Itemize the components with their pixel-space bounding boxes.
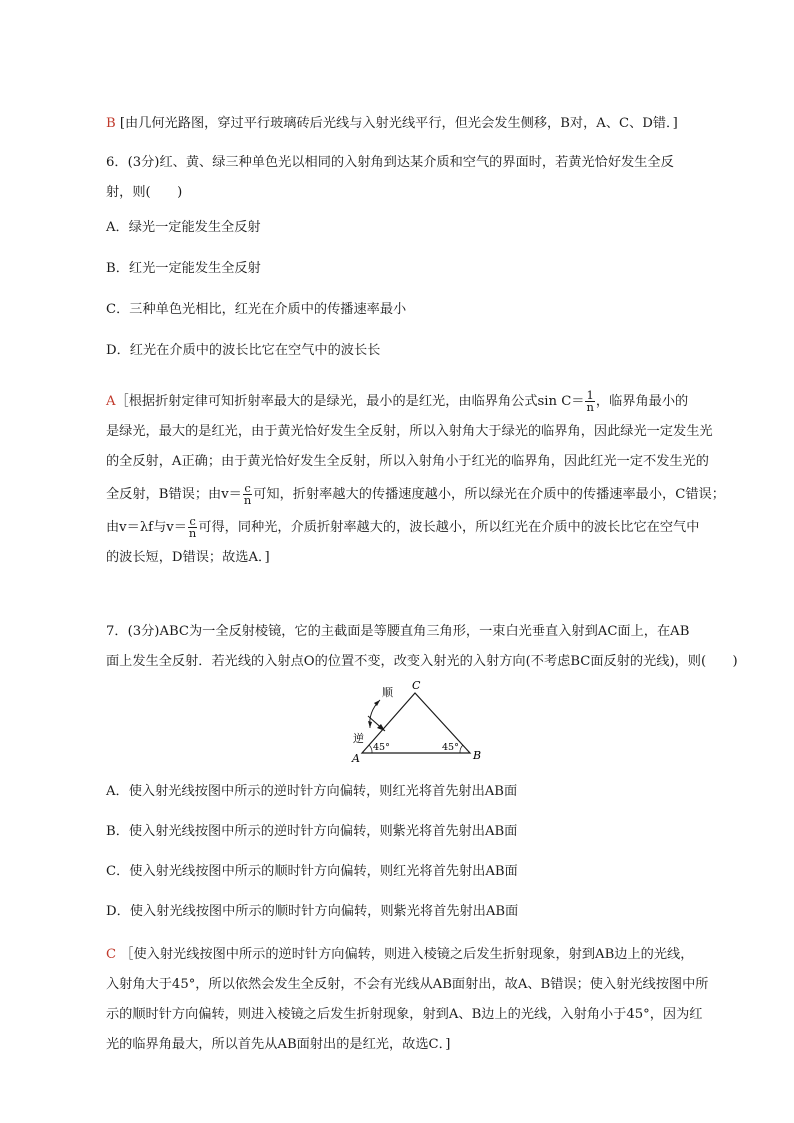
q6-formula-fraction-3: $\frac{c}{n}$ — [188, 514, 197, 540]
q6-exp-line2: 是绿光，最大的是红光，由于黄光恰好发生全反射，所以入射角大于绿光的临界角，因此绿光一定发生光 — [106, 424, 713, 439]
q6-exp-line4-pre: 全反射，B错误；由v＝ — [106, 487, 242, 502]
label-C: C — [412, 679, 421, 692]
angle-label-B: 45° — [442, 742, 459, 753]
q7-exp-line1: ［使入射光线按图中所示的逆时针方向偏转，则进入棱镜之后发生折射现象，射到AB边上的光线， — [120, 947, 694, 962]
q5-answer-block — [106, 109, 720, 139]
q7-answer-block — [106, 940, 720, 1060]
q6-option-a: A．绿光一定能发生全反射 — [106, 220, 261, 235]
q6-formula-fraction-1: $\frac{1}{n}$ — [586, 388, 594, 414]
q7-exp-line2: 入射角大于45°，所以依然会发生全反射，不会有光线从AB面射出，故A、B错误；使入射光线按图中所 — [106, 977, 709, 992]
q6-exp-line5-post: 可得，同种光，介质折射率越大的，波长越小，所以红光在介质中的波长比它在空气中 — [198, 520, 700, 535]
q7-stem-line2: 面上发生全反射．若光线的入射点O的位置不变，改变入射光的入射方向(不考虑BC面反射的光线)，则( ) — [106, 654, 738, 669]
q7-option-d: D．使入射光线按图中所示的顺时针方向偏转，则紫光将首先射出AB面 — [106, 904, 519, 919]
q6-exp-line1-post: ，临界角最小的 — [595, 394, 689, 409]
q6-stem — [106, 148, 720, 208]
q6-answer-letter: A — [106, 394, 116, 409]
q7-exp-line4: 光的临界角最大，所以首先从AB面射出的是红光，故选C．] — [106, 1037, 451, 1052]
q5-explanation: [由几何光路图，穿过平行玻璃砖后光线与入射光线平行，但光会发生侧移，B对，A、C、D错．] — [119, 116, 678, 131]
label-B: B — [473, 749, 482, 762]
q6-exp-line3: 的全反射，A正确；由于黄光恰好发生全反射，所以入射角小于红光的临界角，因此红光一定不发生光的 — [106, 454, 709, 469]
label-shun: 顺 — [382, 686, 393, 699]
q6-exp-line1-pre: ［根据折射定律可知折射率最大的是绿光，最小的是红光，由临界角公式sin C＝ — [115, 394, 585, 409]
q6-option-d: D．红光在介质中的波长比它在空气中的波长长 — [106, 343, 381, 358]
q7-option-c: C．使入射光线按图中所示的顺时针方向偏转，则红光将首先射出AB面 — [106, 864, 518, 879]
rotation-arc-arrow-bottom — [368, 721, 372, 728]
prism-figure — [340, 678, 500, 764]
q7-answer-letter: C — [106, 947, 117, 962]
angle-arc-B — [460, 745, 463, 753]
q7-option-b: B．使入射光线按图中所示的逆时针方向偏转，则紫光将首先射出AB面 — [106, 824, 518, 839]
rotation-arc-arrow-top — [374, 700, 380, 706]
q6-answer-block — [106, 387, 725, 573]
q5-answer-letter: B — [106, 116, 116, 131]
q7-option-a: A．使入射光线按图中所示的逆时针方向偏转，则红光将首先射出AB面 — [106, 784, 518, 799]
label-ni: 逆 — [353, 732, 364, 745]
q7-stem — [106, 617, 738, 677]
q7-stem-line1: 7．(3分)ABC为一全反射棱镜，它的主截面是等腰直角三角形，一束白光垂直入射到AC面上，在AB — [106, 624, 690, 639]
label-A: A — [352, 752, 360, 764]
q6-exp-line6: 的波长短，D错误；故选A．] — [106, 550, 270, 565]
angle-arc-A — [369, 745, 372, 753]
q6-exp-line5-pre: 由v＝λf与v＝ — [106, 520, 187, 535]
q6-stem-line1: 6．(3分)红、黄、绿三种单色光以相同的入射角到达某介质和空气的界面时，若黄光恰好发生全反 — [106, 155, 674, 170]
q6-exp-line4-post: 可知，折射率越大的传播速度越小，所以绿光在介质中的传播速率最小，C错误； — [253, 487, 725, 502]
q6-stem-line2: 射，则( ) — [106, 185, 183, 200]
q6-formula-fraction-2: $\frac{c}{n}$ — [243, 481, 252, 507]
q6-option-b: B．红光一定能发生全反射 — [106, 261, 261, 276]
q6-option-c: C．三种单色光相比，红光在介质中的传播速率最小 — [106, 302, 407, 317]
q7-exp-line3: 示的顺时针方向偏转，则进入棱镜之后发生折射现象，射到A、B边上的光线，入射角小于45°，因为红 — [106, 1007, 703, 1022]
angle-label-A: 45° — [373, 742, 390, 753]
